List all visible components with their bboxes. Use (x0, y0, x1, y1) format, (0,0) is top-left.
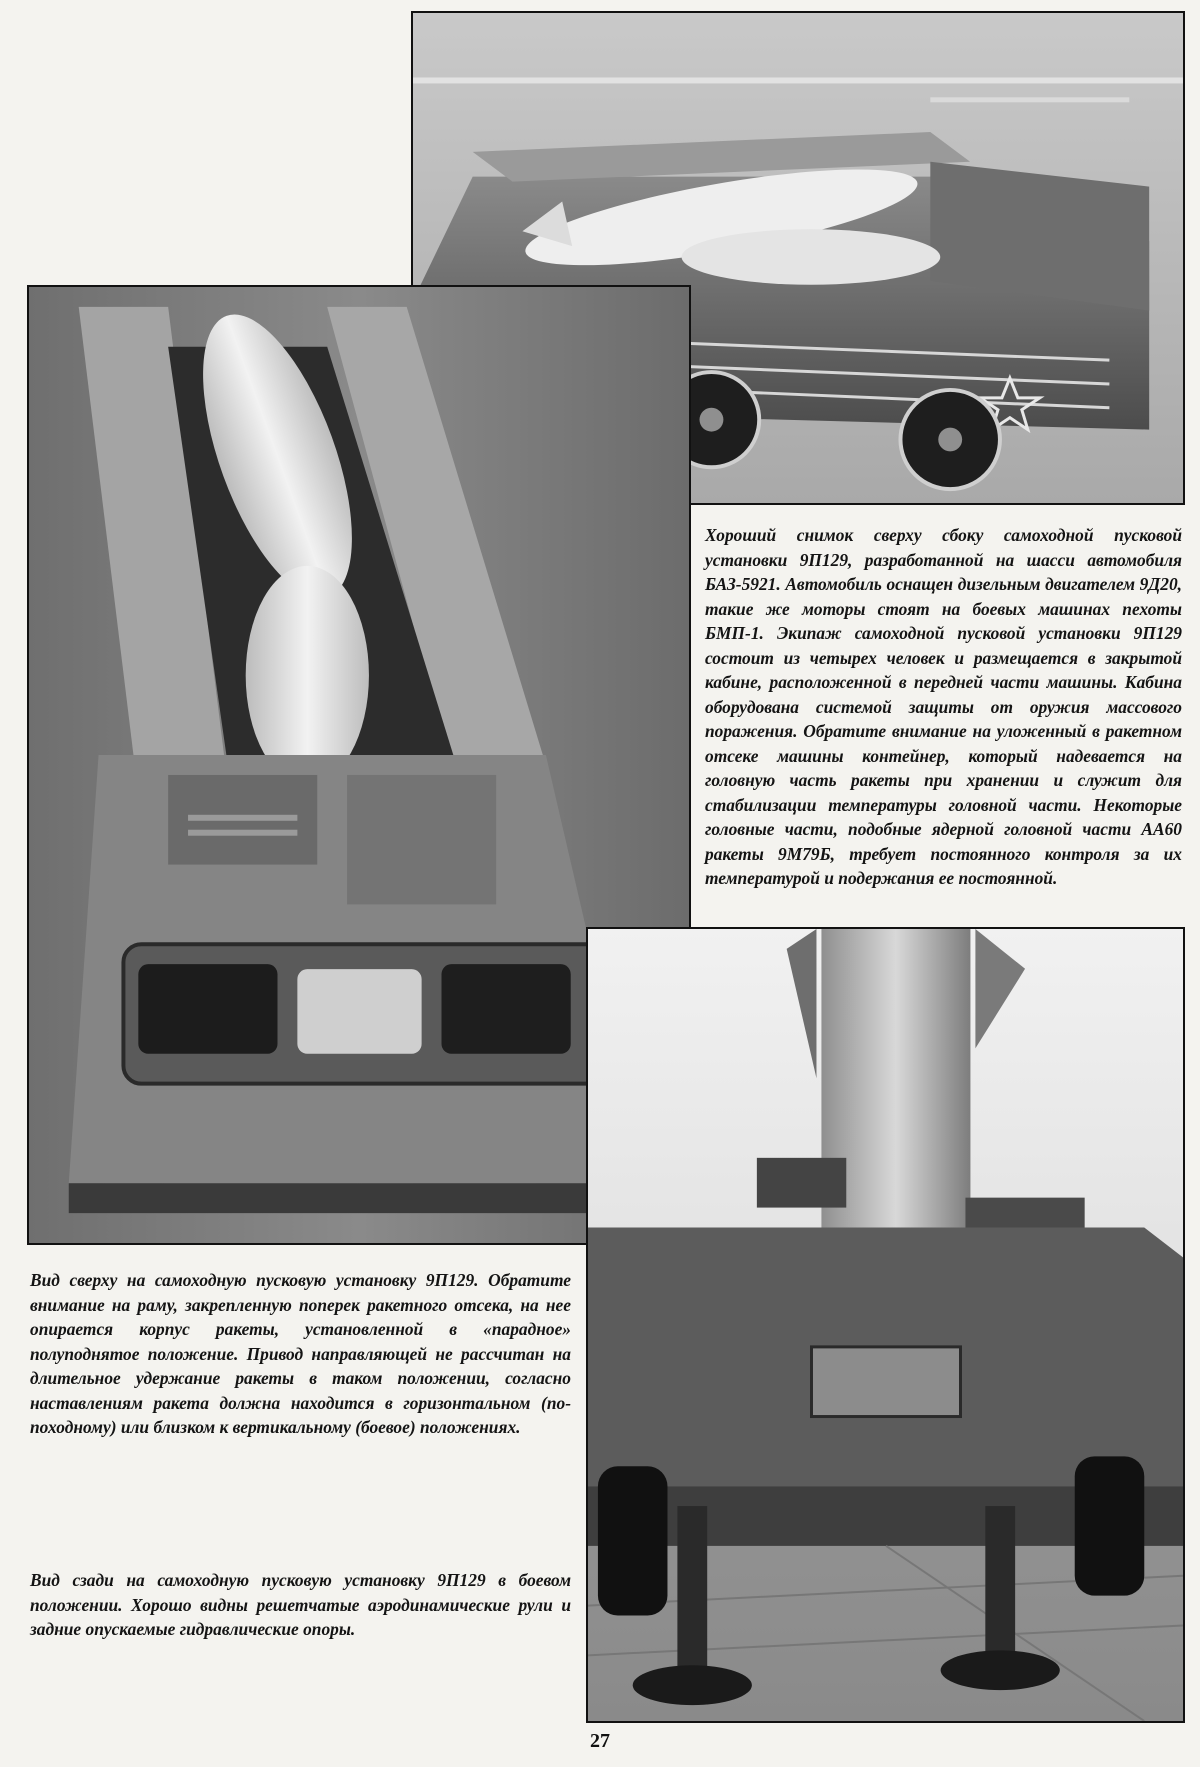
caption-top-view: Вид сверху на самоходную пусковую установку 9П129. Обратите внимание на раму, закрепленную поперек ракетного отсека, на нее опирается корпус ракеты, установленной в «парадное» полуподнятое положение. Привод направляющей не рассчитан на длительное удержание ракеты в таком положении, согласно наставлениям ракета должна находится в горизонтальном (по-походному) или близком к вертикальному (боевое) положениях. (30, 1270, 571, 1437)
caption-rear-view: Вид сзади на самоходную пусковую установку 9П129 в боевом положении. Хорошо видны решетчатые аэродинамические рули и задние опускаемые гидравлические опоры. (30, 1570, 571, 1639)
page-number: 27 (590, 1730, 610, 1752)
caption-side-top-view: Хороший снимок сверху сбоку самоходной пусковой установки 9П129, разработанной на шасси автомобиля БАЗ-5921. Автомобиль оснащен дизельным двигателем 9Д20, такие же моторы стоят на боевых машинах пехоты БМП-1. Экипаж самоходной пусковой установки 9П129 состоит из четырех человек и размещается в закрытой кабине, расположенной в передней части машины. Кабина оборудована системой защиты от оружия массового поражения. Обратите внимание на уложенный в ракетном отсеке машины контейнер, который надевается на головную часть ракеты при хранении и служит для стабилизации температуры головной части. Некоторые головные части, подобные ядерной головной части АА60 ракеты 9М79Б, требует постоянного контроля за их температурой и подержания ее постоянной. (705, 525, 1182, 888)
photo-launcher-rear-view (586, 927, 1185, 1723)
